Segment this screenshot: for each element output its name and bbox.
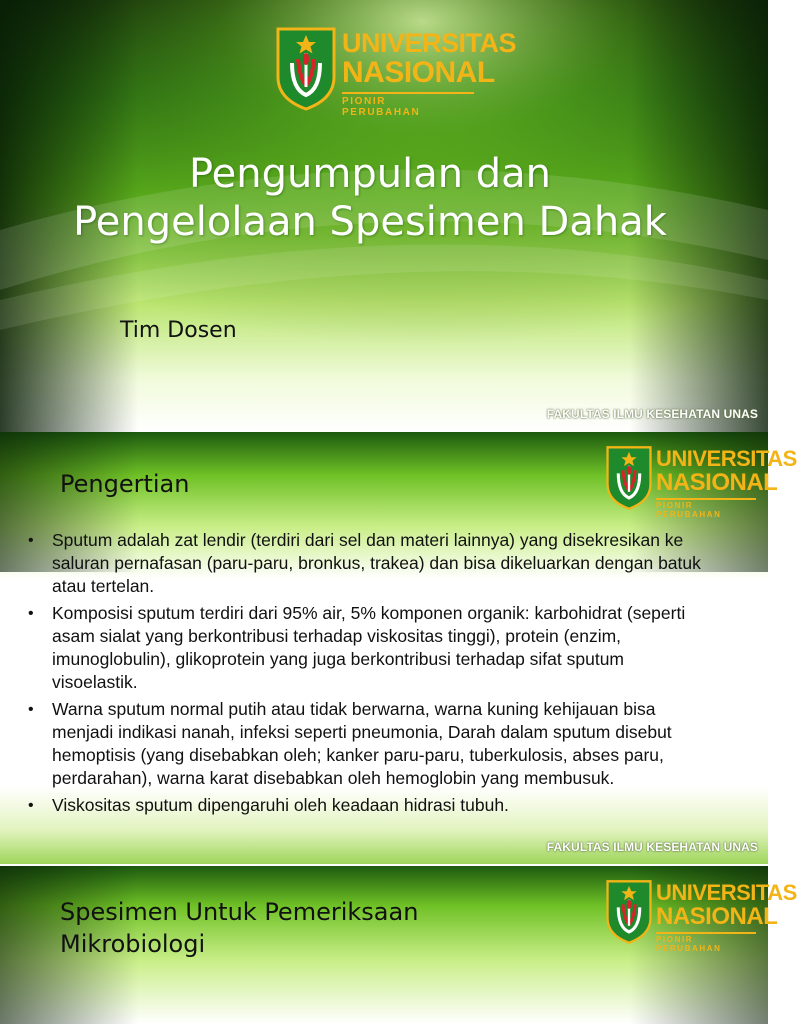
university-logo	[606, 444, 797, 524]
bullet-item	[28, 698, 708, 790]
logo-rule	[656, 932, 756, 934]
faculty-footer: FAKULTAS ILMU KESEHATAN UNAS	[546, 407, 758, 421]
logo-line2: NASIONAL	[656, 469, 778, 496]
specimen-slide	[0, 866, 797, 1024]
logo-line2: NASIONAL	[656, 903, 778, 930]
slide-heading	[60, 896, 480, 960]
title-line2: Pengelolaan Spesimen Dahak	[73, 199, 667, 245]
faculty-footer: FAKULTAS ILMU KESEHATAN UNAS	[546, 840, 758, 854]
bullet-item	[28, 602, 708, 694]
title-slide	[0, 0, 768, 432]
bullet-dot-icon: •	[28, 532, 34, 549]
heading-line2: Mikrobiologi	[60, 930, 206, 958]
heading-line1: Spesimen Untuk Pemeriksaan	[60, 898, 419, 926]
university-crest-icon	[606, 878, 652, 946]
slide-heading: Pengertian	[60, 470, 190, 498]
bullet-text: Komposisi sputum terdiri dari 95% air, 5% komponen organik: karbohidrat (seperti asam sialat yang berkontribusi terhadap viskositas tinggi), protein (enzim, imunoglobulin), glikoprotein yang juga berkontribusi terhadap sifat sputum visoelastik.	[52, 603, 686, 692]
bullet-dot-icon: •	[28, 797, 34, 814]
bullet-list	[28, 529, 708, 821]
logo-tagline: PIONIR PERUBAHAN	[656, 935, 722, 953]
logo-line1: UNIVERSITAS	[342, 28, 517, 58]
logo-rule	[342, 92, 474, 94]
logo-rule	[656, 498, 756, 500]
title-line1: Pengumpulan dan	[188, 151, 552, 197]
bullet-text: Sputum adalah zat lendir (terdiri dari sel dan materi lainnya) yang disekresikan ke saluran pernafasan (paru-paru, bronkus, trakea) dan bisa dikeluarkan dengan batuk atau tertelan.	[52, 530, 701, 596]
university-logo	[606, 878, 797, 958]
bullet-item	[28, 529, 708, 598]
logo-line1: UNIVERSITAS	[656, 880, 797, 905]
bullet-dot-icon: •	[28, 605, 34, 622]
bullet-item	[28, 794, 708, 817]
slide-title	[0, 150, 740, 246]
university-crest-icon	[606, 444, 652, 512]
logo-line2: NASIONAL	[342, 56, 495, 89]
bullet-dot-icon: •	[28, 701, 34, 718]
slide-subtitle: Tim Dosen	[120, 318, 237, 343]
logo-tagline: PIONIR PERUBAHAN	[656, 501, 722, 519]
university-crest-icon	[276, 26, 336, 112]
bullet-text: Warna sputum normal putih atau tidak berwarna, warna kuning kehijauan bisa menjadi indikasi nanah, infeksi seperti pneumonia, Darah dalam sputum disebut hemoptisis (yang disebabkan oleh; kanker paru-paru, tuberkulosis, abses paru, perdarahan), warna karat disebabkan oleh hemoglobin yang membusuk.	[52, 699, 672, 788]
logo-line1: UNIVERSITAS	[656, 446, 797, 471]
definition-slide	[0, 432, 797, 864]
university-logo	[276, 26, 517, 118]
bullet-text: Viskositas sputum dipengaruhi oleh keadaan hidrasi tubuh.	[52, 795, 509, 815]
logo-tagline: PIONIR PERUBAHAN	[342, 96, 421, 118]
